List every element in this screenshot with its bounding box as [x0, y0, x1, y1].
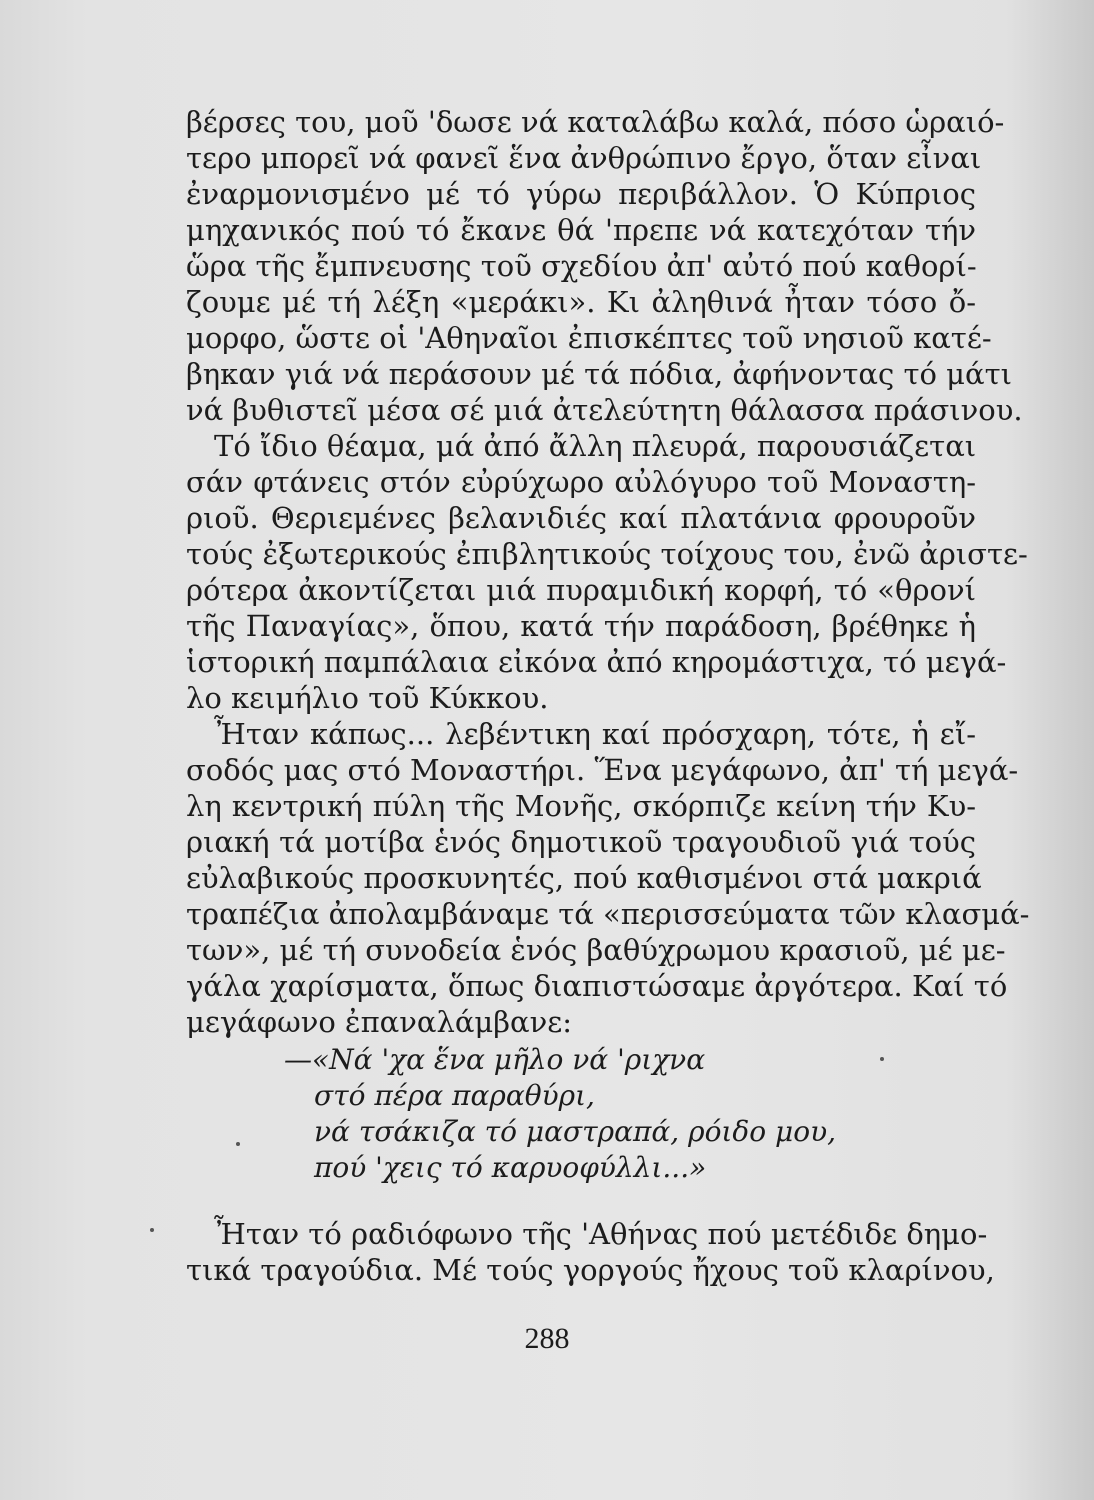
text-line: μεγάφωνο ἐπαναλάμβανε: [186, 1005, 573, 1039]
text-line: ἱστορική παμπάλαια εἰκόνα ἀπό κηρομάστιχα, τό μεγά- [186, 645, 1007, 679]
text-line: μηχανικός πού τό ἔκανε θά 'πρεπε νά κατεχόταν τήν [186, 213, 976, 247]
text-line: ρότερα ἀκοντίζεται μιά πυραμιδική κορφή, τό «θρονί [186, 573, 976, 607]
text-line: σοδός μας στό Μοναστήρι. Ἕνα μεγάφωνο, ἀπ' τή μεγά- [186, 753, 1019, 787]
text-line: Ἦταν κάπως... λεβέντικη καί πρόσχαρη, τότε, ἡ εἴ- [214, 717, 976, 751]
text-line: νά βυθιστεῖ μέσα σέ μιά ἀτελεύτητη θάλασσα πράσινου. [186, 393, 1023, 427]
song-line: στό πέρα παραθύρι, [314, 1079, 595, 1112]
dust-speck [236, 1142, 240, 1146]
text-line: τερο μπορεῖ νά φανεῖ ἕνα ἀνθρώπινο ἔργο, ὅταν εἶναι [186, 141, 982, 175]
text-line: λη κεντρική πύλη τῆς Μονῆς, σκόρπιζε κείνη τήν Κυ- [186, 789, 976, 823]
dust-speck [880, 1057, 884, 1061]
text-line: μορφο, ὥστε οἱ 'Αθηναῖοι ἐπισκέπτες τοῦ νησιοῦ κατέ- [186, 321, 992, 355]
text-line: ὥρα τῆς ἔμπνευσης τοῦ σχεδίου ἀπ' αὐτό πού καθορί- [186, 249, 977, 283]
text-line: βέρσες του, μοῦ 'δωσε νά καταλάβω καλά, πόσο ὡραιό- [186, 105, 1005, 139]
text-line: εὐλαβικούς προσκυνητές, πού καθισμένοι στά μακριά [186, 861, 982, 895]
song-line: πού 'χεις τό καρυοφύλλι...» [314, 1151, 707, 1184]
closing-text [186, 1216, 995, 1288]
page-number: 288 [524, 1322, 570, 1355]
text-line: ριακή τά μοτίβα ἑνός δημοτικοῦ τραγουδιοῦ γιά τούς [186, 825, 976, 859]
text-line: βηκαν γιά νά περάσουν μέ τά πόδια, ἀφήνοντας τό μάτι [186, 357, 1013, 391]
text-line: ἐναρμονισμένο μέ τό γύρω περιβάλλον. Ὁ Κύπριος [186, 177, 976, 211]
song-line: νά τσάκιζα τό μαστραπά, ρόιδο μου, [314, 1115, 836, 1148]
text-line: τικά τραγούδια. Μέ τούς γοργούς ἤχους τοῦ κλαρίνου, [186, 1253, 995, 1287]
text-line: λο κειμήλιο τοῦ Κύκκου. [186, 681, 549, 715]
text-line: Ἦταν τό ραδιόφωνο τῆς 'Αθήνας πού μετέδιδε δημο- [214, 1217, 988, 1251]
text-line: τραπέζια ἀπολαμβάναμε τά «περισσεύματα τῶν κλασμά- [186, 897, 1030, 931]
text-line: ριοῦ. Θεριεμένες βελανιδιές καί πλατάνια φρουροῦν [186, 501, 976, 535]
song-line: —«Νά 'χα ἕνα μῆλο νά 'ριχνα [284, 1043, 706, 1076]
main-text [186, 104, 1030, 1040]
text-line: γάλα χαρίσματα, ὅπως διαπιστώσαμε ἀργότερα. Καί τό [186, 969, 1008, 1003]
text-line: των», μέ τή συνοδεία ἑνός βαθύχρωμου κρασιοῦ, μέ με- [186, 933, 1006, 967]
dust-speck [150, 1228, 154, 1232]
text-line: ζουμε μέ τή λέξη «μεράκι». Κι ἀληθινά ἦταν τόσο ὄ- [186, 285, 976, 319]
text-line: Τό ἴδιο θέαμα, μά ἀπό ἄλλη πλευρά, παρουσιάζεται [214, 429, 977, 463]
text-line: τούς ἐξωτερικούς ἐπιβλητικούς τοίχους του, ἐνῶ ἀριστε- [186, 537, 1028, 571]
text-line: τῆς Παναγίας», ὅπου, κατά τήν παράδοση, βρέθηκε ἡ [186, 609, 976, 643]
text-line: σάν φτάνεις στόν εὐρύχωρο αὐλόγυρο τοῦ Μοναστη- [186, 465, 976, 499]
song-quote [284, 1042, 836, 1186]
